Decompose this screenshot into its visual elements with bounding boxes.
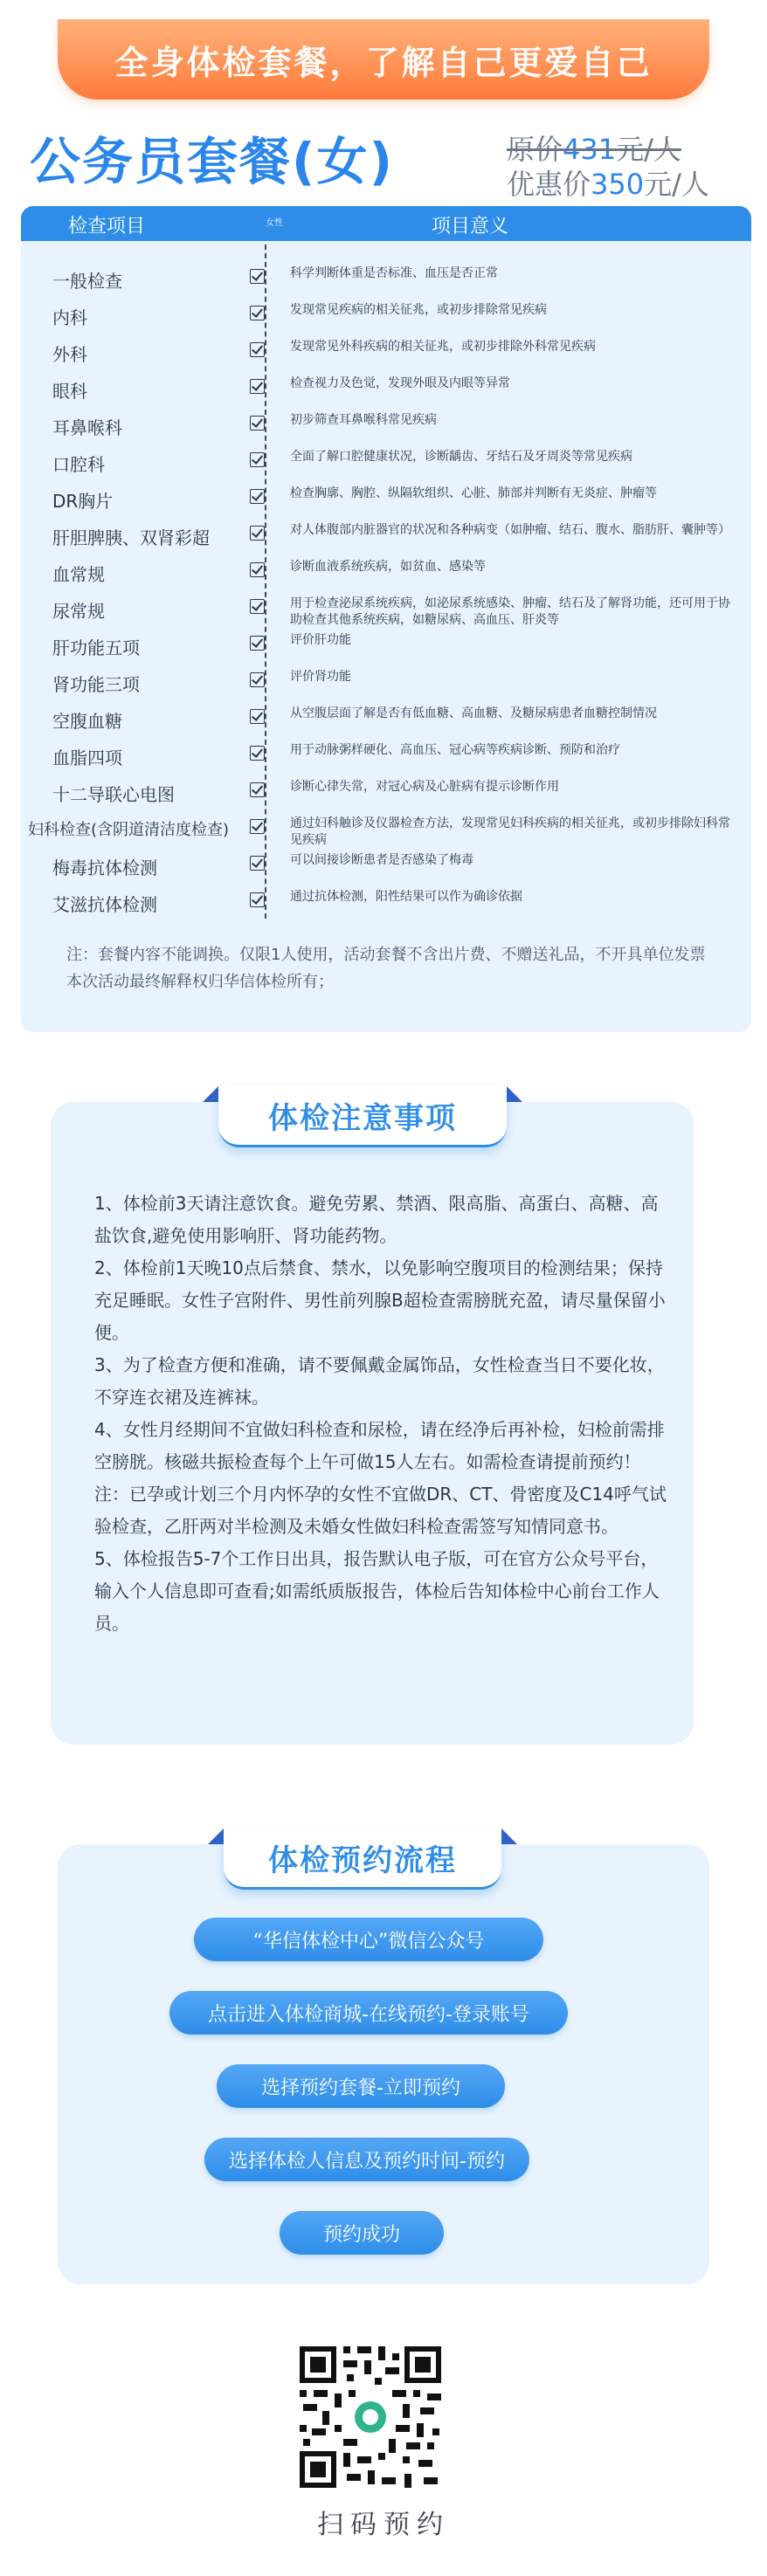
check-icon: [250, 489, 265, 504]
sale-price-value: 350: [591, 168, 645, 201]
item-desc: 通过妇科触诊及仪器检查方法，发现常见妇科疾病的相关征兆，或初步排除妇科常见疾病: [290, 816, 730, 847]
table-row: [21, 882, 751, 919]
sale-price-unit: 元/人: [644, 168, 709, 201]
item-desc: 可以间接诊断患者是否感染了梅毒: [290, 853, 473, 867]
item-name: 口腔科: [52, 454, 105, 475]
check-icon: [250, 452, 265, 467]
flow-step-success[interactable]: 预约成功: [280, 2211, 444, 2255]
item-desc: 检查胸廓、胸腔、纵隔软组织、心脏、肺部并判断有无炎症、肿瘤等: [290, 486, 657, 500]
check-icon: [250, 379, 265, 394]
item-desc: 诊断心律失常，对冠心病及心脏病有提示诊断作用: [290, 780, 559, 794]
notice-item: 3、为了检查方便和准确，请不要佩戴金属饰品，女性检查当日不要化妆，不穿连衣裙及连裤袜。: [94, 1354, 665, 1408]
qr-caption: 扫码预约: [317, 2510, 450, 2540]
check-icon: [250, 892, 265, 907]
check-icon: [250, 562, 265, 577]
item-desc: 对人体腹部内脏器官的状况和各种病变（如肿瘤、结石、腹水、脂肪肝、囊肿等）: [290, 523, 730, 537]
package-note: 注：套餐内容不能调换。仅限1人使用，活动套餐不含出片费、不赠送礼品，不开具单位发票本次活动最终解释权归华信体检所有；: [66, 946, 706, 991]
item-desc: 用于动脉粥样硬化、高血压、冠心病等疾病诊断、预防和治疗: [290, 743, 620, 757]
item-name: 艾滋抗体检测: [52, 894, 157, 915]
qr-code[interactable]: [296, 2343, 445, 2491]
table-row: [21, 368, 751, 405]
check-icon: [250, 672, 265, 687]
item-name: 内科: [52, 307, 87, 328]
item-desc: 初步筛查耳鼻喉科常见疾病: [290, 413, 437, 427]
header-female: 女性: [266, 218, 283, 228]
top-banner: [58, 19, 709, 100]
notice-body: [94, 1188, 671, 1640]
title-corner-right: [501, 1829, 517, 1844]
item-name: 尿常规: [52, 601, 105, 622]
item-desc: 检查视力及色觉，发现外眼及内眼等异常: [290, 376, 510, 390]
table-row: [21, 295, 751, 332]
notice-item: 2、体检前1天晚10点后禁食、禁水，以免影响空腹项目的检测结果；保持充足睡眠。女性子宫附件、男性前列腺B超检查需膀胱充盈，请尽量保留小便。: [94, 1257, 666, 1343]
item-name: 十二导联心电图: [52, 784, 175, 805]
sale-price: [507, 162, 709, 203]
table-header: [21, 206, 751, 241]
table-row: [21, 442, 751, 479]
table-row: [21, 515, 751, 552]
table-row: [21, 258, 751, 295]
item-name: 肝胆脾胰、双肾彩超: [52, 527, 210, 548]
table-row: [21, 845, 751, 882]
header-meaning: 项目意义: [432, 216, 509, 238]
item-desc: 用于检查泌尿系统疾病，如泌尿系统感染、肿瘤、结石及了解肾功能，还可用于协助检查其他系统疾病，如糖尿病、高血压、肝炎等: [290, 596, 730, 627]
notice-title: 体检注意事项: [218, 1086, 507, 1147]
check-icon: [250, 746, 265, 761]
flow-step-package[interactable]: 选择预约套餐-立即预约: [217, 2064, 505, 2108]
original-price-unit: 元/人: [616, 133, 681, 166]
table-row: [21, 662, 751, 699]
title-corner-right: [507, 1086, 522, 1102]
table-row: [21, 699, 751, 735]
item-name: 血常规: [52, 564, 105, 585]
item-name: 耳鼻喉科: [52, 417, 122, 438]
item-name: 梅毒抗体检测: [52, 858, 157, 878]
item-name: 肝功能五项: [52, 637, 140, 658]
item-name: DR胸片: [52, 491, 114, 512]
check-icon: [250, 709, 265, 724]
check-icon: [250, 306, 265, 320]
item-desc: 全面了解口腔健康状况，诊断龋齿、牙结石及牙周炎等常见疾病: [290, 450, 632, 464]
check-icon: [250, 269, 265, 284]
item-desc: 通过抗体检测，阳性结果可以作为确诊依据: [290, 890, 522, 904]
qr-code-icon: [296, 2343, 445, 2491]
item-name: 妇科检查(含阴道清洁度检查): [28, 821, 230, 839]
item-name: 外科: [52, 344, 87, 365]
table-row: [21, 589, 751, 625]
table-row: [21, 735, 751, 772]
title-corner-left: [208, 1829, 224, 1844]
item-name: 空腹血糖: [52, 711, 122, 732]
check-icon: [250, 526, 265, 541]
header-item: 检查项目: [68, 216, 146, 238]
notice-item: 1、体检前3天请注意饮食。避免劳累、禁酒、限高脂、高蛋白、高糖、高盐饮食,避免使用影响肝、肾功能药物。: [94, 1193, 659, 1246]
table-row: [21, 405, 751, 442]
flow-step-wechat[interactable]: “华信体检中心”微信公众号: [194, 1918, 543, 1961]
flow-title: 体检预约流程: [224, 1829, 501, 1890]
check-icon: [250, 819, 265, 834]
original-price-value: 431: [563, 133, 617, 166]
flow-step-info[interactable]: 选择体检人信息及预约时间-预约: [204, 2138, 529, 2181]
title-corner-left: [203, 1086, 218, 1102]
check-icon: [250, 782, 265, 797]
flow-step-mall[interactable]: 点击进入体检商城-在线预约-登录账号: [169, 1991, 568, 2035]
table-row: [21, 479, 751, 515]
item-desc: 评价肝功能: [290, 633, 351, 647]
package-title: 公务员套餐(女): [30, 132, 395, 191]
sale-price-label: 优惠价: [507, 168, 591, 201]
banner-text: 全身体检套餐，了解自己更爱自己: [114, 43, 653, 82]
notice-item: 4、女性月经期间不宜做妇科检查和尿检，请在经净后再补检，妇检前需排空膀胱。核磁共振检查每个上午可做15人左右。如需检查请提前预约！注：已孕或计划三个月内怀孕的女性不宜做DR、CT、骨密度及C14呼气试验检查，乙肝两对半检测及未婚女性做妇科检查需签写知情同意书。: [94, 1419, 667, 1537]
item-desc: 发现常见疾病的相关征兆，或初步排除常见疾病: [290, 303, 547, 317]
check-icon: [250, 856, 265, 871]
item-desc: 从空腹层面了解是否有低血糖、高血糖、及糖尿病患者血糖控制情况: [290, 706, 657, 720]
item-name: 肾功能三项: [52, 674, 140, 695]
check-icon: [250, 416, 265, 430]
check-icon: [250, 342, 265, 357]
table-row: [21, 809, 751, 845]
table-row: [21, 625, 751, 662]
item-desc: 科学判断体重是否标准、血压是否正常: [290, 266, 498, 280]
item-desc: 诊断血液系统疾病，如贫血、感染等: [290, 560, 486, 574]
table-row: [21, 332, 751, 368]
check-icon: [250, 636, 265, 651]
table-row: [21, 772, 751, 809]
item-desc: 发现常见外科疾病的相关征兆，或初步排除外科常见疾病: [290, 340, 596, 354]
table-row: [21, 552, 751, 589]
original-price-label: 原价: [507, 133, 563, 166]
item-name: 血脂四项: [52, 747, 122, 768]
item-name: 眼科: [52, 381, 87, 402]
item-desc: 评价肾功能: [290, 670, 351, 684]
item-name: 一般检查: [52, 271, 122, 292]
check-icon: [250, 599, 265, 614]
notice-item: 5、体检报告5-7个工作日出具，报告默认电子版，可在官方公众号平台，输入个人信息即可查看;如需纸质版报告，体检后告知体检中心前台工作人员。: [94, 1548, 660, 1634]
